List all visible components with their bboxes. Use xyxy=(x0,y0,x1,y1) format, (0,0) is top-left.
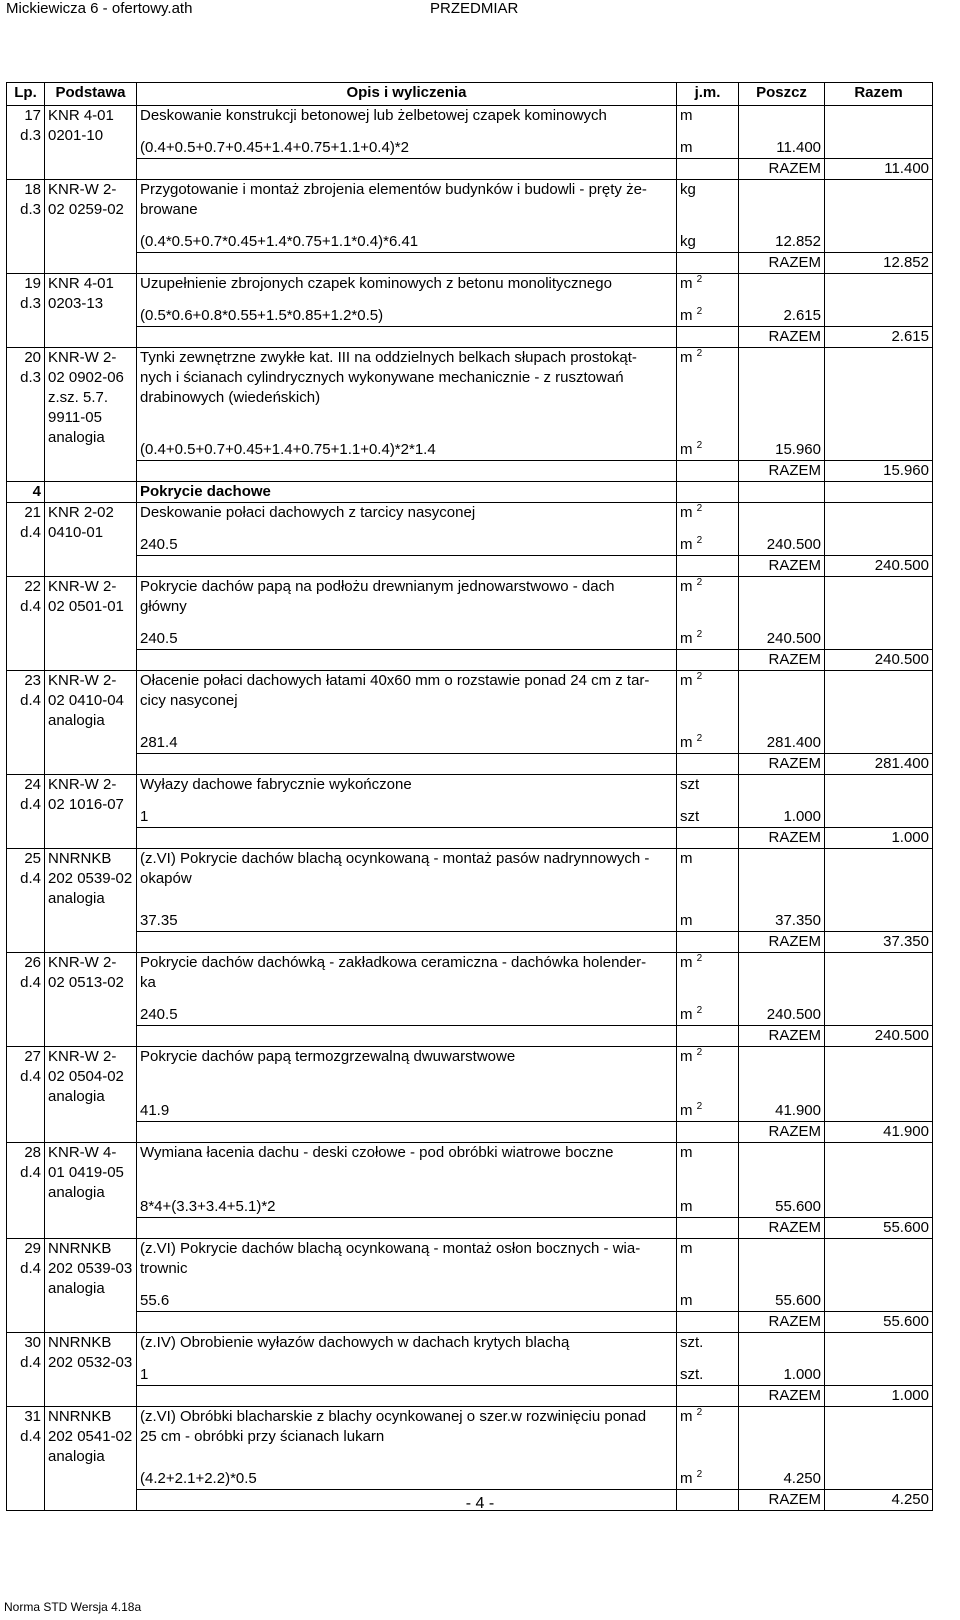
table-row xyxy=(7,503,933,556)
item-poszcz: 2.615 xyxy=(739,274,825,327)
item-calculation: (0.5*0.6+0.8*0.55+1.5*0.85+1.2*0.5) xyxy=(140,307,384,324)
calc-unit: m $^2$ xyxy=(680,733,703,751)
item-lp: 27 d.4 xyxy=(7,1047,45,1143)
razem-label: RAZEM xyxy=(739,1490,825,1511)
item-unit: m m xyxy=(677,106,739,159)
item-poszcz: 12.852 xyxy=(739,180,825,253)
header-filename: Mickiewicza 6 - ofertowy.ath xyxy=(6,0,193,17)
razem-unit xyxy=(677,1218,739,1239)
razem-spacer xyxy=(137,932,677,953)
item-poszcz: 240.500 xyxy=(739,953,825,1026)
calc-unit: m xyxy=(680,912,693,929)
item-calculation: 281.4 xyxy=(140,734,178,751)
item-description: Pokrycie dachów papą termozgrzewalną dwuwarstwowe 41.9 xyxy=(137,1047,677,1122)
razem-value: 1.000 xyxy=(825,828,933,849)
item-base: KNR-W 2- 02 0902-06 z.sz. 5.7. 9911-05 analogia xyxy=(45,348,137,482)
razem-value: 1.000 xyxy=(825,1386,933,1407)
item-calculation: 240.5 xyxy=(140,630,178,647)
item-lp: 28 d.4 xyxy=(7,1143,45,1239)
razem-value: 11.400 xyxy=(825,159,933,180)
razem-row xyxy=(7,461,933,482)
footer-version: Norma STD Wersja 4.18a xyxy=(4,1600,142,1614)
item-razem-empty xyxy=(825,106,933,159)
item-razem-empty xyxy=(825,953,933,1026)
razem-spacer xyxy=(137,1026,677,1047)
table-row xyxy=(7,577,933,650)
item-calculation: (4.2+2.1+2.2)*0.5 xyxy=(140,1470,257,1487)
item-poszcz: 281.400 xyxy=(739,671,825,754)
item-unit: m $^2$ m $^2$ xyxy=(677,503,739,556)
item-unit: m $^2$ m $^2$ xyxy=(677,953,739,1026)
razem-value: 55.600 xyxy=(825,1312,933,1333)
razem-spacer xyxy=(137,461,677,482)
item-razem-empty xyxy=(825,1047,933,1122)
table-row xyxy=(7,953,933,1026)
item-unit: szt. szt. xyxy=(677,1333,739,1386)
table-row xyxy=(7,106,933,159)
item-description: Tynki zewnętrzne zwykłe kat. III na oddzielnych belkach słupach prostokąt- nych i ścianach cylindrycznych wykonywane mechanicznie - z rusztowań drabinowych (wiedeńskich) (0.4+0.5+0.7+0.45+1.4+0.75+1.1+0.4)*2*1.4 xyxy=(137,348,677,461)
item-razem-empty xyxy=(825,1333,933,1386)
razem-row xyxy=(7,159,933,180)
item-unit: m m xyxy=(677,1239,739,1312)
razem-row xyxy=(7,253,933,274)
razem-unit xyxy=(677,1026,739,1047)
item-razem-empty xyxy=(825,1407,933,1490)
section-base xyxy=(45,482,137,503)
item-poszcz: 240.500 xyxy=(739,503,825,556)
item-razem-empty xyxy=(825,671,933,754)
razem-label: RAZEM xyxy=(739,754,825,775)
section-number: 4 xyxy=(7,482,45,503)
razem-unit xyxy=(677,932,739,953)
item-razem-empty xyxy=(825,274,933,327)
item-calculation: (0.4*0.5+0.7*0.45+1.4*0.75+1.1*0.4)*6.41 xyxy=(140,233,419,250)
item-razem-empty xyxy=(825,348,933,461)
item-unit: m $^2$ m $^2$ xyxy=(677,671,739,754)
item-calculation: 1 xyxy=(140,808,149,825)
item-poszcz: 4.250 xyxy=(739,1407,825,1490)
col-header-jm: j.m. xyxy=(677,83,739,106)
razem-spacer xyxy=(137,159,677,180)
razem-label: RAZEM xyxy=(739,1026,825,1047)
calc-unit: m $^2$ xyxy=(680,1101,703,1119)
razem-label: RAZEM xyxy=(739,253,825,274)
calc-unit: m xyxy=(680,139,693,156)
header-title: PRZEDMIAR xyxy=(430,0,519,17)
page-header xyxy=(0,0,960,20)
razem-label: RAZEM xyxy=(739,159,825,180)
item-calculation: 240.5 xyxy=(140,1006,178,1023)
table-row xyxy=(7,348,933,461)
razem-value: 281.400 xyxy=(825,754,933,775)
item-base: KNR-W 2- 02 0513-02 xyxy=(45,953,137,1047)
item-description: Pokrycie dachów dachówką - zakładkowa ceramiczna - dachówka holender- ka 240.5 xyxy=(137,953,677,1026)
item-base: KNR-W 4- 01 0419-05 analogia xyxy=(45,1143,137,1239)
razem-label: RAZEM xyxy=(739,461,825,482)
razem-value: 240.500 xyxy=(825,1026,933,1047)
estimate-document xyxy=(0,82,960,1511)
table-row xyxy=(7,1333,933,1386)
razem-value: 55.600 xyxy=(825,1218,933,1239)
razem-row xyxy=(7,932,933,953)
item-unit: m $^2$ m $^2$ xyxy=(677,577,739,650)
item-lp: 31 d.4 xyxy=(7,1407,45,1511)
item-lp: 19 d.3 xyxy=(7,274,45,348)
item-description: (z.VI) Pokrycie dachów blachą ocynkowaną - montaż pasów nadrynnowych - okapów 37.35 xyxy=(137,849,677,932)
razem-spacer xyxy=(137,253,677,274)
razem-row xyxy=(7,556,933,577)
razem-label: RAZEM xyxy=(739,828,825,849)
razem-unit xyxy=(677,556,739,577)
item-calculation: 41.9 xyxy=(140,1102,170,1119)
calc-unit: m $^2$ xyxy=(680,629,703,647)
item-razem-empty xyxy=(825,1239,933,1312)
razem-value: 4.250 xyxy=(825,1490,933,1511)
item-lp: 26 d.4 xyxy=(7,953,45,1047)
item-poszcz: 1.000 xyxy=(739,1333,825,1386)
item-description: Pokrycie dachów papą na podłożu drewnianym jednowarstwowo - dach główny 240.5 xyxy=(137,577,677,650)
calc-unit: m xyxy=(680,1198,693,1215)
item-description: Wymiana łacenia dachu - deski czołowe - pod obróbki wiatrowe boczne 8*4+(3.3+3.4+5.1)*2 xyxy=(137,1143,677,1218)
table-row xyxy=(7,671,933,754)
item-poszcz: 37.350 xyxy=(739,849,825,932)
razem-label: RAZEM xyxy=(739,650,825,671)
item-poszcz: 11.400 xyxy=(739,106,825,159)
razem-unit xyxy=(677,650,739,671)
item-unit: szt szt xyxy=(677,775,739,828)
item-razem-empty xyxy=(825,577,933,650)
razem-spacer xyxy=(137,1218,677,1239)
item-description: Deskowanie połaci dachowych z tarcicy nasyconej 240.5 xyxy=(137,503,677,556)
item-base: NNRNKB 202 0541-02 analogia xyxy=(45,1407,137,1511)
item-description: Wyłazy dachowe fabrycznie wykończone 1 xyxy=(137,775,677,828)
item-unit: m $^2$ m $^2$ xyxy=(677,348,739,461)
section-razem xyxy=(825,482,933,503)
item-base: KNR 4-01 0201-10 xyxy=(45,106,137,180)
item-base: NNRNKB 202 0539-02 analogia xyxy=(45,849,137,953)
table-row xyxy=(7,274,933,327)
table-row xyxy=(7,1047,933,1122)
item-unit: m $^2$ m $^2$ xyxy=(677,274,739,327)
item-calculation: 55.6 xyxy=(140,1292,170,1309)
table-row xyxy=(7,775,933,828)
razem-value: 240.500 xyxy=(825,650,933,671)
razem-value: 15.960 xyxy=(825,461,933,482)
col-header-opis: Opis i wyliczenia xyxy=(137,83,677,106)
razem-unit xyxy=(677,327,739,348)
item-poszcz: 15.960 xyxy=(739,348,825,461)
section-title: Pokrycie dachowe xyxy=(137,482,677,503)
razem-spacer xyxy=(137,828,677,849)
item-razem-empty xyxy=(825,1143,933,1218)
item-base: KNR 2-02 0410-01 xyxy=(45,503,137,577)
razem-row xyxy=(7,828,933,849)
item-lp: 25 d.4 xyxy=(7,849,45,953)
razem-label: RAZEM xyxy=(739,327,825,348)
section-row xyxy=(7,482,933,503)
razem-unit xyxy=(677,253,739,274)
col-header-lp: Lp. xyxy=(7,83,45,106)
table-row xyxy=(7,1239,933,1312)
item-unit: m m xyxy=(677,1143,739,1218)
calc-unit: m $^2$ xyxy=(680,306,703,324)
item-lp: 22 d.4 xyxy=(7,577,45,671)
calc-unit: kg xyxy=(680,233,696,250)
item-unit: m $^2$ m $^2$ xyxy=(677,1407,739,1490)
calc-unit: m $^2$ xyxy=(680,1469,703,1487)
razem-label: RAZEM xyxy=(739,1386,825,1407)
item-calculation: 37.35 xyxy=(140,912,178,929)
razem-row xyxy=(7,1312,933,1333)
razem-spacer xyxy=(137,1386,677,1407)
item-razem-empty xyxy=(825,180,933,253)
item-calculation: 1 xyxy=(140,1366,149,1383)
item-base: NNRNKB 202 0532-03 xyxy=(45,1333,137,1407)
section-unit xyxy=(677,482,739,503)
page-number: - 4 - xyxy=(465,1495,495,1512)
razem-spacer xyxy=(137,1312,677,1333)
item-calculation: (0.4+0.5+0.7+0.45+1.4+0.75+1.1+0.4)*2*1.4 xyxy=(140,441,436,458)
item-base: KNR-W 2- 02 1016-07 xyxy=(45,775,137,849)
razem-unit xyxy=(677,754,739,775)
item-description: Deskowanie konstrukcji betonowej lub żelbetowej czapek kominowych (0.4+0.5+0.7+0.45+1.4+0.75+1.1+0.4)*2 xyxy=(137,106,677,159)
razem-label: RAZEM xyxy=(739,932,825,953)
razem-label: RAZEM xyxy=(739,1122,825,1143)
table-row xyxy=(7,180,933,253)
razem-unit xyxy=(677,1312,739,1333)
item-description: Przygotowanie i montaż zbrojenia elementów budynków i budowli - pręty że- browane (0.4*0.5+0.7*0.45+1.4*0.75+1.1*0.4)*6.41 xyxy=(137,180,677,253)
item-description: (z.VI) Pokrycie dachów blachą ocynkowaną - montaż osłon bocznych - wia- trownic 55.6 xyxy=(137,1239,677,1312)
calc-unit: m $^2$ xyxy=(680,1005,703,1023)
item-calculation: 240.5 xyxy=(140,536,178,553)
item-poszcz: 41.900 xyxy=(739,1047,825,1122)
razem-value: 240.500 xyxy=(825,556,933,577)
razem-row xyxy=(7,1026,933,1047)
item-lp: 23 d.4 xyxy=(7,671,45,775)
item-poszcz: 55.600 xyxy=(739,1239,825,1312)
section-poszcz xyxy=(739,482,825,503)
table-header-row xyxy=(7,83,933,106)
item-razem-empty xyxy=(825,849,933,932)
item-lp: 21 d.4 xyxy=(7,503,45,577)
item-description: (z.IV) Obrobienie wyłazów dachowych w dachach krytych blachą 1 xyxy=(137,1333,677,1386)
item-base: KNR-W 2- 02 0501-01 xyxy=(45,577,137,671)
item-description: Ołacenie połaci dachowych łatami 40x60 mm o rozstawie ponad 24 cm z tar- cicy nasyconej 281.4 xyxy=(137,671,677,754)
item-lp: 30 d.4 xyxy=(7,1333,45,1407)
razem-label: RAZEM xyxy=(739,556,825,577)
table-row xyxy=(7,1407,933,1490)
razem-spacer xyxy=(137,556,677,577)
item-unit: kg kg xyxy=(677,180,739,253)
estimate-table xyxy=(6,82,933,1511)
item-base: KNR 4-01 0203-13 xyxy=(45,274,137,348)
razem-unit xyxy=(677,1122,739,1143)
item-base: KNR-W 2- 02 0410-04 analogia xyxy=(45,671,137,775)
item-poszcz: 55.600 xyxy=(739,1143,825,1218)
item-poszcz: 1.000 xyxy=(739,775,825,828)
item-base: KNR-W 2- 02 0259-02 xyxy=(45,180,137,274)
calc-unit: m $^2$ xyxy=(680,535,703,553)
item-base: NNRNKB 202 0539-03 analogia xyxy=(45,1239,137,1333)
item-description: (z.VI) Obróbki blacharskie z blachy ocynkowanej o szer.w rozwinięciu ponad 25 cm - obróbki przy ścianach lukarn (4.2+2.1+2.2)*0.5 xyxy=(137,1407,677,1490)
item-lp: 18 d.3 xyxy=(7,180,45,274)
calc-unit: szt xyxy=(680,808,700,825)
razem-row xyxy=(7,1386,933,1407)
razem-value: 12.852 xyxy=(825,253,933,274)
razem-spacer xyxy=(137,650,677,671)
item-base: KNR-W 2- 02 0504-02 analogia xyxy=(45,1047,137,1143)
item-calculation: (0.4+0.5+0.7+0.45+1.4+0.75+1.1+0.4)*2 xyxy=(140,139,409,156)
item-lp: 24 d.4 xyxy=(7,775,45,849)
table-row xyxy=(7,1143,933,1218)
razem-label: RAZEM xyxy=(739,1218,825,1239)
calc-unit: szt. xyxy=(680,1366,704,1383)
item-lp: 17 d.3 xyxy=(7,106,45,180)
razem-unit xyxy=(677,1386,739,1407)
razem-row xyxy=(7,327,933,348)
item-description: Uzupełnienie zbrojonych czapek kominowych z betonu monolitycznego (0.5*0.6+0.8*0.55+1.5*0.85+1.2*0.5) xyxy=(137,274,677,327)
razem-value: 2.615 xyxy=(825,327,933,348)
razem-unit xyxy=(677,461,739,482)
razem-label: RAZEM xyxy=(739,1312,825,1333)
item-lp: 20 d.3 xyxy=(7,348,45,482)
item-razem-empty xyxy=(825,503,933,556)
item-lp: 29 d.4 xyxy=(7,1239,45,1333)
razem-row xyxy=(7,1122,933,1143)
calc-unit: m $^2$ xyxy=(680,440,703,458)
razem-spacer xyxy=(137,1122,677,1143)
col-header-razem: Razem xyxy=(825,83,933,106)
table-row xyxy=(7,849,933,932)
col-header-poszcz: Poszcz xyxy=(739,83,825,106)
item-razem-empty xyxy=(825,775,933,828)
razem-spacer xyxy=(137,754,677,775)
item-unit: m $^2$ m $^2$ xyxy=(677,1047,739,1122)
razem-unit xyxy=(677,828,739,849)
razem-row xyxy=(7,1218,933,1239)
calc-unit: m xyxy=(680,1292,693,1309)
razem-value: 41.900 xyxy=(825,1122,933,1143)
razem-row xyxy=(7,754,933,775)
item-unit: m m xyxy=(677,849,739,932)
item-calculation: 8*4+(3.3+3.4+5.1)*2 xyxy=(140,1198,276,1215)
razem-row xyxy=(7,650,933,671)
item-poszcz: 240.500 xyxy=(739,577,825,650)
razem-unit xyxy=(677,159,739,180)
razem-spacer xyxy=(137,327,677,348)
razem-value: 37.350 xyxy=(825,932,933,953)
col-header-podstawa: Podstawa xyxy=(45,83,137,106)
